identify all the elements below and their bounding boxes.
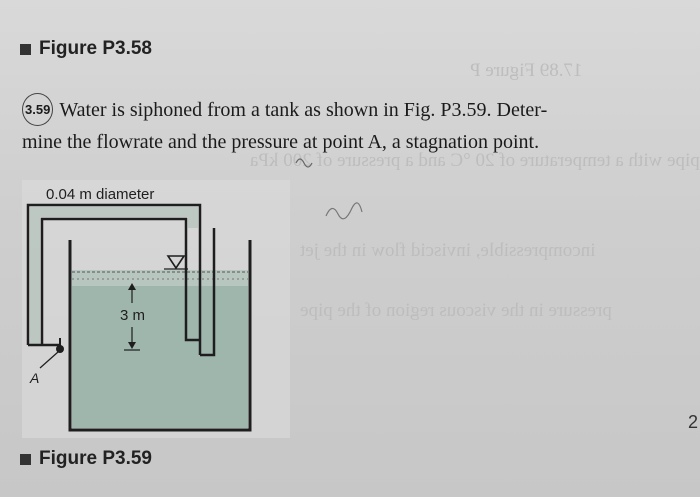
height-label: 3 m	[120, 307, 146, 324]
pen-mark	[326, 203, 362, 219]
tank-water	[72, 270, 248, 428]
bleed-through-text: incompressible, inviscid flow in the jet	[300, 240, 596, 261]
bleed-through-text: pipe with a temperature of 20 °C and a pressure of 200 kPa	[250, 150, 700, 171]
caption-square-icon	[20, 454, 31, 465]
pen-mark	[296, 159, 312, 167]
problem-text-line-1: Water is siphoned from a tank as shown in Fig. P3.59. Deter-	[59, 99, 548, 121]
bleed-through-text: 17.89 Figure P	[470, 60, 583, 81]
problem-text-line-2: mine the flowrate and the pressure at point A, a stagnation point.	[22, 131, 540, 153]
page-edge-text: 2	[687, 412, 698, 432]
problem-number: 3.59	[22, 93, 53, 126]
figure-p3-59-title: Figure P3.59	[39, 448, 152, 469]
bleed-through-text: pressure in the viscous region of the pipe	[300, 300, 612, 321]
point-a-marker	[56, 345, 64, 353]
figure-p3-58-title: Figure P3.58	[39, 38, 152, 59]
pipe-diameter-label: 0.04 m diameter	[46, 186, 155, 203]
point-a-label: A	[30, 370, 40, 386]
figure-caption-bottom	[20, 448, 152, 470]
